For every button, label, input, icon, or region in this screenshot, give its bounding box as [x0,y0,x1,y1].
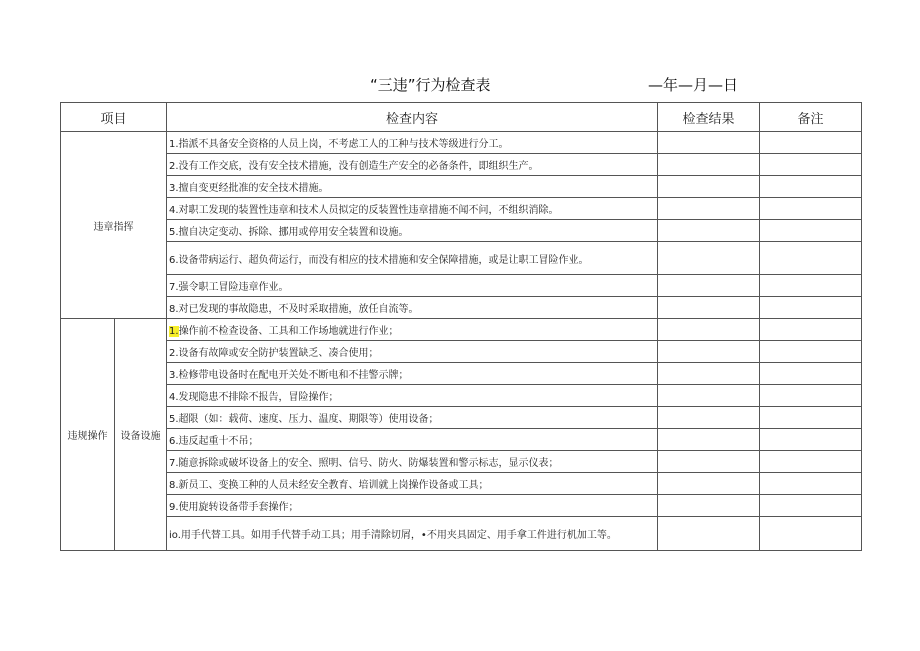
item-text: 6.设备带病运行、超负荷运行，而没有相应的技术措施和安全保障措施，或是让职工冒险作业。 [167,242,658,275]
item-text: 8.新员工、变换工种的人员未经安全教育、培训就上岗操作设备或工具； [167,473,658,495]
table-row [61,451,862,473]
item-text-body: 操作前不检查设备、工具和工作场地就进行作业； [178,326,399,337]
result-cell[interactable] [658,473,760,495]
item-text: 3.擅自变更经批准的安全技术措施。 [167,176,658,198]
table-row [61,154,862,176]
table-row [61,473,862,495]
remark-cell[interactable] [760,473,862,495]
item-text: 9.使用旋转设备带手套操作； [167,495,658,517]
table-row [61,319,862,341]
item-text: 4.对职工发现的装置性违章和技术人员拟定的反装置性违章措施不闻不问，不组织消除。 [167,198,658,220]
category-cell: 违规操作 [61,319,115,551]
result-cell[interactable] [658,517,760,551]
result-cell[interactable] [658,429,760,451]
remark-cell[interactable] [760,495,862,517]
item-text: 3.检修带电设备时在配电开关处不断电和不挂警示牌； [167,363,658,385]
table-row [61,407,862,429]
item-text: 6.违反起重十不吊； [167,429,658,451]
result-cell[interactable] [658,275,760,297]
col-header-result: 检查结果 [658,103,760,132]
remark-cell[interactable] [760,451,862,473]
table-row [61,517,862,551]
result-cell[interactable] [658,154,760,176]
remark-cell[interactable] [760,154,862,176]
table-row [61,341,862,363]
col-header-remark: 备注 [760,103,862,132]
item-text: 2.没有工作交底，没有安全技术措施，没有创造生产安全的必备条件，即组织生产。 [167,154,658,176]
result-cell[interactable] [658,495,760,517]
category-cell: 违章指挥 [61,132,167,319]
result-cell[interactable] [658,176,760,198]
table-row [61,429,862,451]
remark-cell[interactable] [760,385,862,407]
remark-cell[interactable] [760,297,862,319]
remark-cell[interactable] [760,341,862,363]
highlight-mark: 1. [169,326,179,337]
page-title: “三违”行为检查表 [370,76,491,94]
result-cell[interactable] [658,297,760,319]
result-cell[interactable] [658,407,760,429]
remark-cell[interactable] [760,176,862,198]
result-cell[interactable] [658,451,760,473]
remark-cell[interactable] [760,319,862,341]
item-text: 2.设备有故障或安全防护装置缺乏、凑合使用； [167,341,658,363]
table-row [61,132,862,154]
remark-cell[interactable] [760,407,862,429]
header-row [61,103,862,132]
result-cell[interactable] [658,220,760,242]
item-text: 8.对已发现的事故隐患，不及时采取措施，放任自流等。 [167,297,658,319]
remark-cell[interactable] [760,198,862,220]
col-header-content: 检查内容 [167,103,658,132]
remark-cell[interactable] [760,517,862,551]
table-row [61,385,862,407]
col-header-item: 项目 [61,103,167,132]
remark-cell[interactable] [760,363,862,385]
result-cell[interactable] [658,319,760,341]
result-cell[interactable] [658,363,760,385]
item-text: 4.发现隐患不排除不报告，冒险操作； [167,385,658,407]
remark-cell[interactable] [760,275,862,297]
result-cell[interactable] [658,242,760,275]
item-text: 5.超限（如：载荷、速度、压力、温度、期限等）使用设备； [167,407,658,429]
table-row [61,242,862,275]
result-cell[interactable] [658,198,760,220]
table-row [61,495,862,517]
remark-cell[interactable] [760,220,862,242]
result-cell[interactable] [658,341,760,363]
item-text: io.用手代替工具。如用手代替手动工具；用手清除切屑，•不用夹具固定、用手拿工件进行机加工等。 [167,517,658,551]
item-text [167,319,658,341]
item-text: 5.擅自决定变动、拆除、挪用或停用安全装置和设施。 [167,220,658,242]
result-cell[interactable] [658,132,760,154]
remark-cell[interactable] [760,132,862,154]
item-text: 7.强令职工冒险违章作业。 [167,275,658,297]
remark-cell[interactable] [760,242,862,275]
table-row [61,275,862,297]
item-text: 1.指派不具备安全资格的人员上岗，不考虑工人的工种与技术等级进行分工。 [167,132,658,154]
subcategory-cell: 设备设施 [115,319,167,551]
table-row [61,363,862,385]
inspection-table [60,102,862,551]
table-row [61,297,862,319]
date-field: —年—月—日 [648,76,739,94]
table-row [61,198,862,220]
table-row [61,176,862,198]
table-row [61,220,862,242]
item-text: 7.随意拆除或破坏设备上的安全、照明、信号、防火、防爆装置和警示标志，显示仪表； [167,451,658,473]
result-cell[interactable] [658,385,760,407]
remark-cell[interactable] [760,429,862,451]
